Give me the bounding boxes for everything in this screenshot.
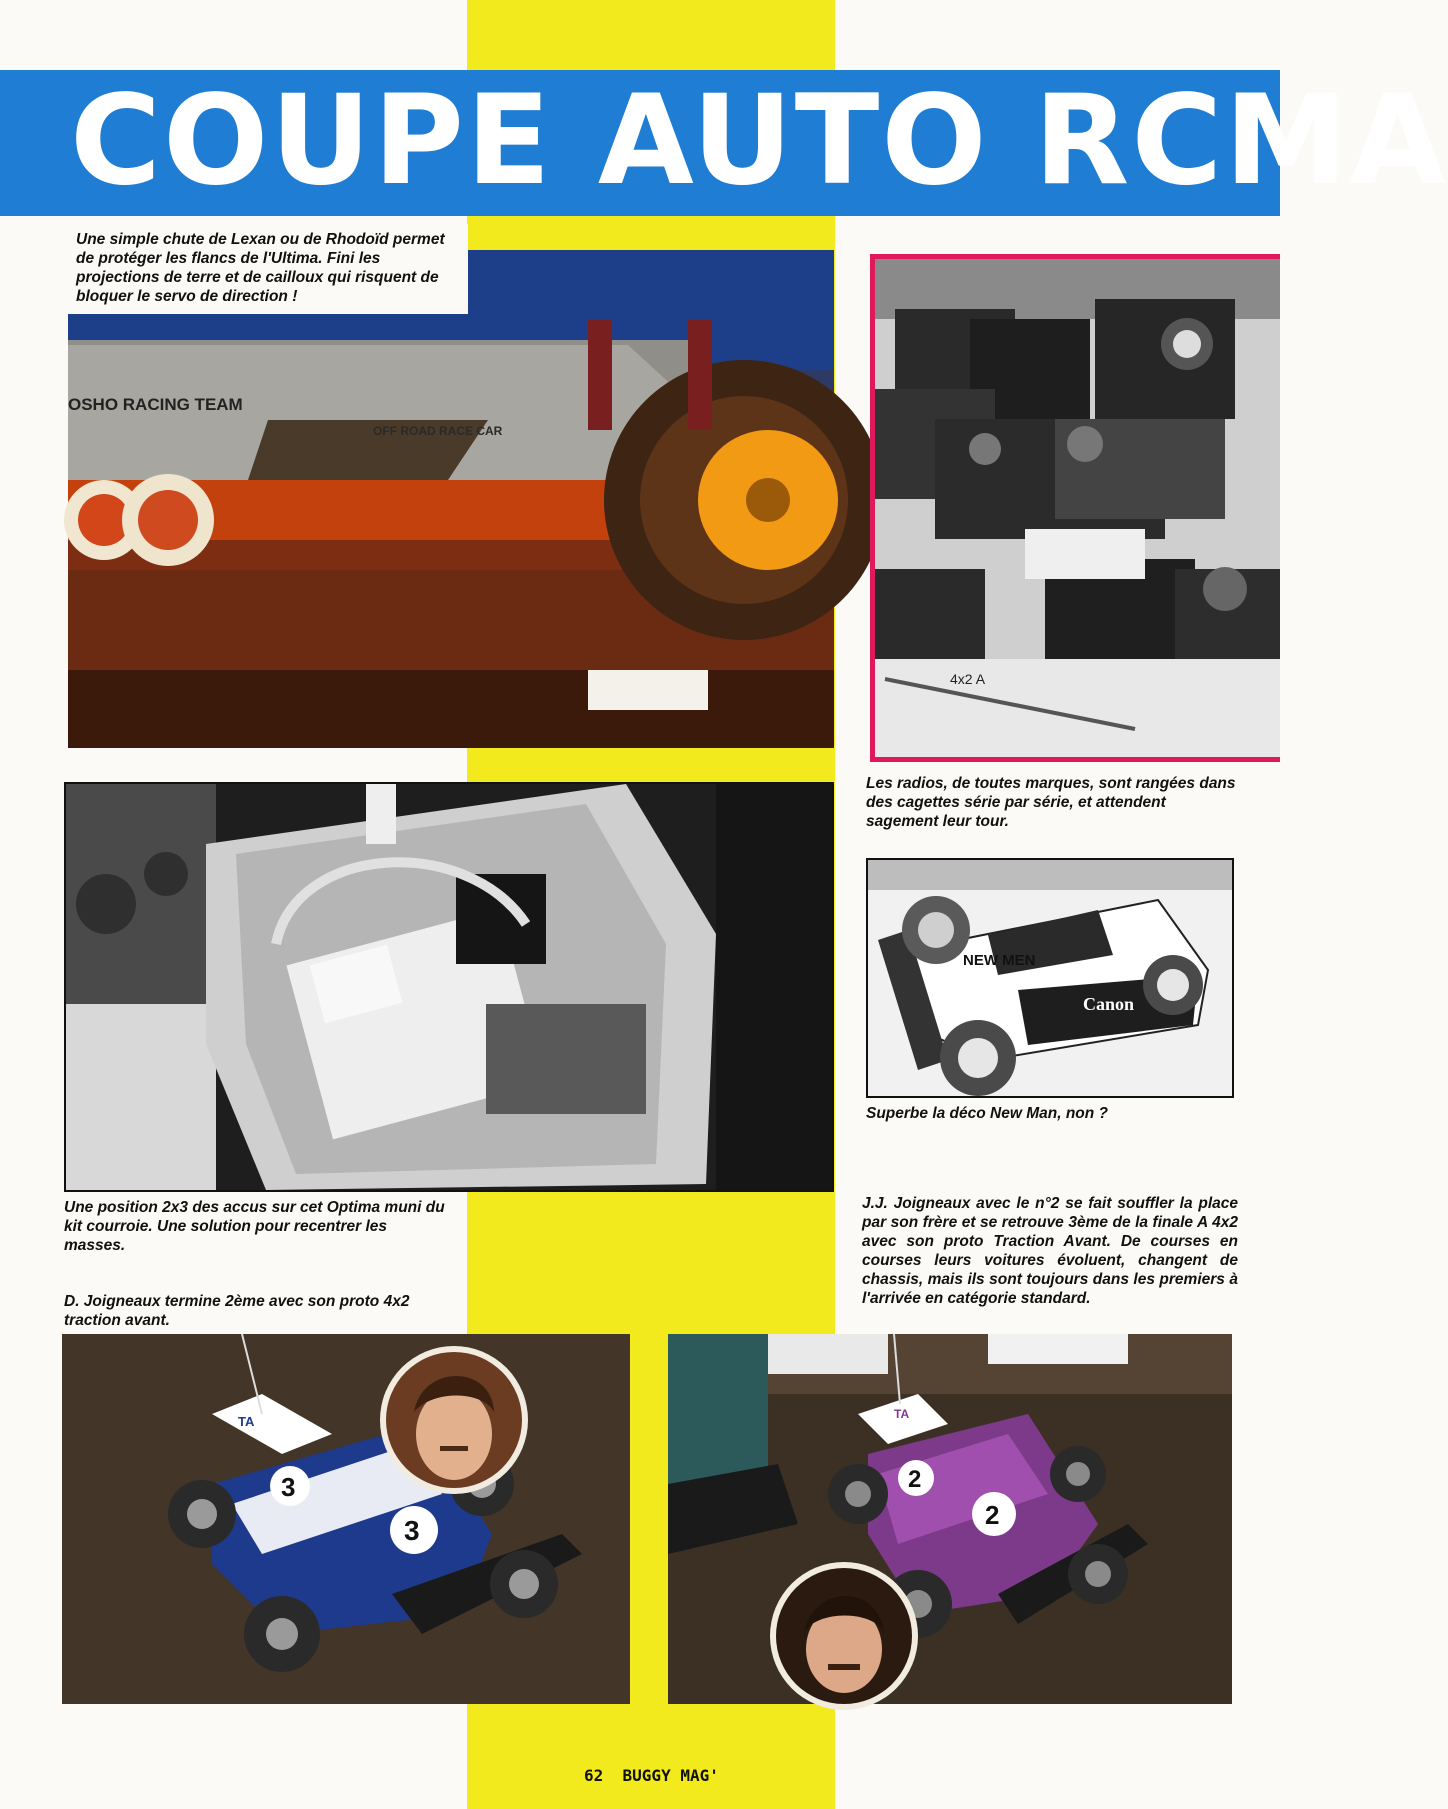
car-3-side-number: 3 [404,1515,420,1546]
header-banner [0,69,1448,216]
magazine-name: BUGGY MAG' [622,1766,719,1785]
car-2-side-number: 2 [985,1500,1000,1530]
caption-radios: Les radios, de toutes marques, sont rangées dans des cagettes série par série, et attendent sagement leur tour. [866,775,1236,830]
car-3-number: 3 [281,1472,296,1502]
photo-newman-buggy [866,858,1234,1098]
newman-decal: NEW MEN [963,952,1036,969]
caption-accus: Une position 2x3 des accus sur cet Optima muni du kit courroie. Une solution pour recentrer les masses. [64,1199,445,1254]
canon-decal: Canon [1083,994,1135,1014]
car-2-number: 2 [908,1466,922,1493]
photo-radios [870,254,1280,762]
caption-newman: Superbe la déco New Man, non ? [866,1105,1109,1122]
photo-car-2 [668,1334,1232,1704]
caption-lexan: Une simple chute de Lexan ou de Rhodoïd permet de protéger les flancs de l'Ultima. Fini les projections de terre et de cailloux qui risquent de bloquer le servo de direction ! [0,224,468,314]
ta-label-car-3: TA [238,1414,255,1429]
team-decal: OSHO RACING TEAM [68,395,243,414]
photo-ultima-side [68,250,834,748]
photo-car-3 [62,1334,630,1704]
crate-label: 4x2 A [950,671,986,687]
page-footer [584,1766,719,1785]
offroad-decal: OFF ROAD RACE CAR [373,424,503,438]
photo-optima-batteries [64,782,834,1192]
ta-label-car-2: TA [894,1407,910,1421]
page-title: COUPE AUTO RCMA [70,69,1448,213]
caption-djoigneaux: D. Joigneaux termine 2ème avec son proto 4x2 traction avant. [64,1293,410,1329]
page-number: 62 [584,1766,604,1785]
caption-jjjoigneaux: J.J. Joigneaux avec le n°2 se fait souffler la place par son frère et se retrouve 3ème de la finale A 4x2 avec son proto Traction Avant. De courses en courses leurs voitures évoluent, changent de chassis, mais ils sont toujours dans les premiers à l'arrivée en catégorie standard. [862,1195,1238,1307]
